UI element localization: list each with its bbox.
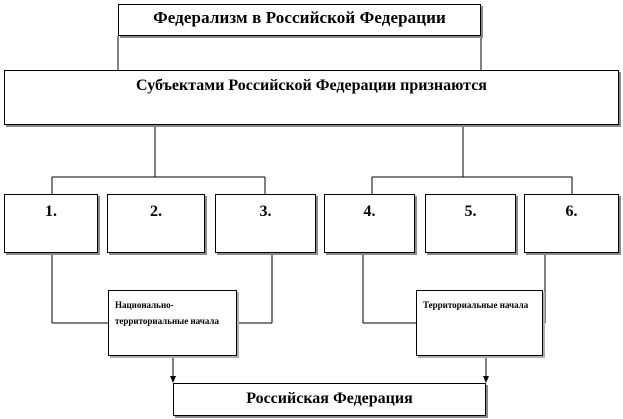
right-principle-label: Территориальные начала [423,300,529,310]
subject-box-1 [4,194,98,253]
subject-box-3 [215,194,316,253]
subjects-label: Субъектами Российской Федерации признаются [136,77,487,94]
result-box [173,383,486,416]
diagram-title: Федерализм в Российской Федерации [153,8,446,27]
subject-number: 2. [150,203,162,220]
result-label: Российская Федерация [246,390,413,407]
left-principle-box [108,290,237,356]
subject-number: 3. [259,203,272,220]
subject-number: 1. [45,203,57,220]
left-principle-label: Национально-территориальные начала [115,300,219,326]
subject-box-2 [107,194,205,253]
subject-box-6 [524,194,619,253]
subject-number: 6. [565,203,578,220]
subject-box-5 [425,194,516,253]
subject-number: 5. [464,203,477,220]
subject-number: 4. [363,203,376,220]
subjects-box [4,70,619,125]
title-box [118,4,481,36]
right-principle-box [416,290,543,356]
subject-box-4 [324,194,415,253]
